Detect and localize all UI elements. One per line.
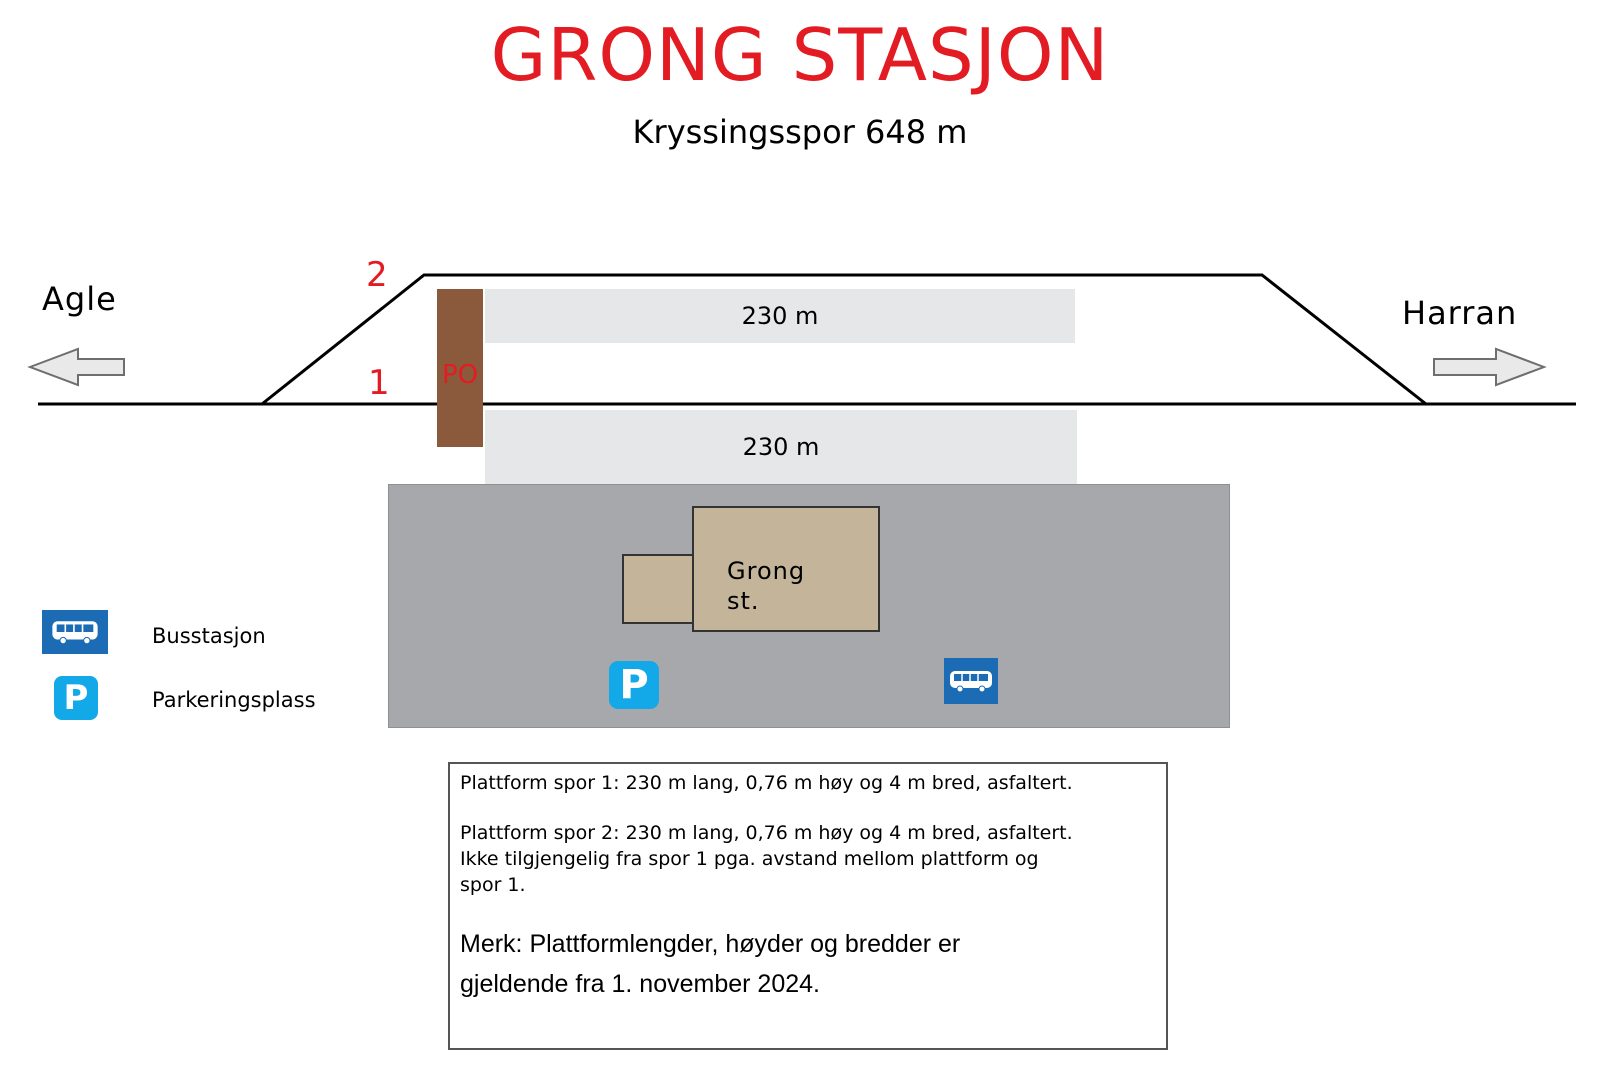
platform-track-2 [485, 289, 1075, 343]
legend-bus-icon [42, 610, 108, 654]
legend-parking-label: Parkeringsplass [152, 688, 316, 712]
page-title: GRONG STASJON [490, 13, 1110, 97]
note-platform-1: Plattform spor 1: 230 m lang, 0,76 m høy og 4 m bred, asfaltert. [460, 772, 1073, 794]
note-platform-2: Plattform spor 2: 230 m lang, 0,76 m høy og 4 m bred, asfaltert. [460, 822, 1073, 844]
parking-icon: P [609, 661, 659, 709]
direction-right-label: Harran [1402, 294, 1518, 332]
platform-track-1 [485, 410, 1077, 484]
arrow-right-icon [1434, 349, 1544, 385]
platform-track-2-length: 230 m [741, 302, 819, 330]
legend-parking-icon: P [54, 676, 98, 720]
station-building-label-line2: st. [727, 587, 760, 615]
station-building-label-line1: Grong [727, 557, 806, 585]
station-building-annex [622, 554, 698, 624]
station-building-label [727, 556, 805, 616]
note-merk-line1: Merk: Plattformlengder, høyder og bredder er [460, 930, 961, 958]
legend-bus-label: Busstasjon [152, 624, 266, 648]
note-platform-2-access: Ikke tilgjengelig fra spor 1 pga. avstand mellom plattform og [460, 848, 1039, 870]
track-1-number: 1 [368, 363, 390, 403]
note-merk-line2: gjeldende fra 1. november 2024. [460, 970, 820, 998]
arrow-left-icon [30, 349, 124, 385]
direction-left-label: Agle [42, 280, 117, 318]
note-platform-2-access-cont: spor 1. [460, 874, 526, 896]
po-label: PO [442, 360, 479, 390]
notes-box [448, 762, 1168, 1050]
page-subtitle: Kryssingsspor 648 m [632, 113, 968, 151]
platform-track-1-length: 230 m [742, 433, 820, 461]
legend-bus-glyph-icon [47, 618, 103, 646]
track-2-number: 2 [366, 255, 388, 295]
bus-stop-icon [944, 658, 998, 704]
bus-icon [948, 668, 994, 694]
